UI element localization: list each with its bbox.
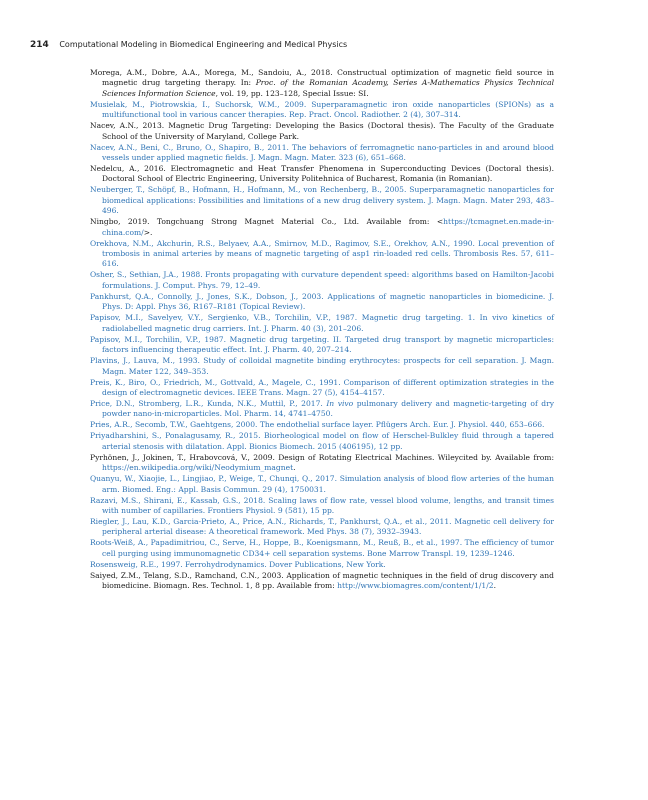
reference-entry[interactable]: [90, 185, 554, 216]
reference-link[interactable]: https://en.wikipedia.org/wiki/Neodymium_magnet: [102, 463, 294, 473]
reference-entry: [90, 121, 554, 142]
reference-text: Pyrhönen, J., Jokinen, T., Hrabovcová, V., 2009. Design of Rotating Electrical Machines. Wileycited by. Available from:: [90, 452, 554, 462]
reference-text: Preis, K., Biro, O., Friedrich, M., Gottvald, A., Magele, C., 1991. Comparison of different optimization strategies in the design of electromagnetic devices. IEEE Trans. Magn. 27 (5), 4154–4157.: [90, 377, 554, 397]
reference-entry[interactable]: [90, 239, 554, 270]
reference-text: Nedelcu, A., 2016. Electromagnetic and Heat Transfer Phenomena in Superconducting Devices (Doctoral thesis). Doctoral School of Electric Engineering, University Politehnica of Bucharest, Romania (in Romanian).: [90, 164, 554, 184]
reference-text-tail: .: [493, 581, 496, 591]
running-header: [30, 40, 620, 50]
reference-entry: [90, 217, 554, 238]
reference-text: Roots-Weiß, A., Papadimitriou, C., Serve, H., Hoppe, B., Koenigsmann, M., Reuß, B., et al., 1997. The efficiency of tumor cell purging using immunomagnetic CD34+ cell separation systems. Bone Marrow Transpl. 19, 1239–1246.: [90, 538, 554, 558]
running-title: Computational Modeling in Biomedical Engineering and Medical Physics: [59, 40, 348, 49]
reference-text: Quanyu, W., Xiaojie, L., Lingjiao, P., Weige, T., Chunqi, Q., 2017. Simulation analysis of blood flow arteries of the human arm. Biomed. Eng.: Appl. Basis Commun. 29 (4), 1750031.: [90, 474, 554, 494]
reference-text: Morega, A.M., Dobre, A.A., Morega, M., Sandoiu, A., 2018. Constructual optimization of magnetic field source in magnetic drug targeting therapy. In:: [90, 68, 554, 88]
reference-text: Razavi, M.S., Shirani, E., Kassab, G.S., 2018. Scaling laws of flow rate, vessel blood volume, lengths, and transit times with number of capillaries. Frontiers Physiol. 9 (581), 15 pp.: [90, 495, 554, 515]
reference-entry[interactable]: [90, 335, 554, 356]
reference-entry[interactable]: [90, 420, 554, 430]
reference-text: Plavins, J., Lauva, M., 1993. Study of colloidal magnetite binding erythrocytes: prospects for cell separation. J. Magn. Magn. Mater 122, 349–353.: [90, 356, 554, 376]
reference-text: Papisov, M.I., Savelyev, V.Y., Sergienko, V.B., Torchilin, V.P., 1987. Magnetic drug targeting. 1. In vivo kinetics of radiolabelled magnetic drug carriers. Int. J. Pharm. 40 (3), 201–206.: [90, 313, 554, 333]
reference-link[interactable]: https://tcmagnet.en.made-in-china.com/: [102, 217, 554, 237]
reference-text: Musielak, M., Piotrowskia, I., Suchorsk, W.M., 2009. Superparamagnetic iron oxide nanoparticles (SPIONs) as a multifunctional tool in various cancer therapies. Rep. Pract. Oncol. Radiother. 2 (4), 307–314.: [90, 99, 554, 120]
reference-list: [90, 68, 554, 592]
reference-entry[interactable]: [90, 474, 554, 495]
reference-entry[interactable]: [90, 517, 554, 538]
reference-text: Nacev, A.N., Beni, C., Bruno, O., Shapiro, B., 2011. The behaviors of ferromagnetic nano-particles in and around blood vessels under applied magnetic fields. J. Magn. Magn. Mater. 323 (6), 651–668.: [90, 142, 554, 163]
reference-entry: [90, 453, 554, 474]
reference-text-tail: >.: [143, 227, 153, 237]
reference-text: Priyadharshini, S., Ponalagusamy, R., 2015. Biorheological model on flow of Herschel-Bulkley fluid through a tapered arterial stenosis with dilatation. Appl. Bionics Biomech. 2015 (406195), 12 pp.: [90, 431, 554, 451]
reference-text: Neuberger, T., Schöpf, B., Hofmann, H., Hofmann, M., von Rechenberg, B., 2005. Superparamagnetic nanoparticles for biomedical applications: Possibilities and limitations of a new drug delivery system. J. Magn. Magn. Mater 293, 483–496.: [90, 185, 554, 216]
page-number: 214: [30, 40, 49, 50]
reference-text: Riegler, J., Lau, K.D., Garcia-Prieto, A., Price, A.N., Richards, T., Pankhurst, Q.A., et al., 2011. Magnetic cell delivery for peripheral arterial disease: A theoretical framework. Med Phys. 38 (7), 3932–3943.: [90, 516, 554, 537]
reference-entry[interactable]: [90, 143, 554, 164]
reference-entry[interactable]: [90, 560, 554, 570]
reference-entry[interactable]: [90, 270, 554, 291]
reference-entry[interactable]: [90, 356, 554, 377]
reference-entry[interactable]: [90, 292, 554, 313]
reference-entry[interactable]: [90, 431, 554, 452]
reference-entry[interactable]: [90, 100, 554, 121]
reference-text: Pankhurst, Q.A., Connolly, J., Jones, S.K., Dobson, J., 2003. Applications of magnetic nanoparticles in biomedicine. J. Phys. D: Appl. Phys 36, R167–R181 (Topical Review).: [90, 291, 554, 312]
reference-entry[interactable]: [90, 538, 554, 559]
reference-text: Osher, S., Sethian, J.A., 1988. Fronts propagating with curvature dependent speed: algorithms based on Hamilton-Jacobi formulations. J. Comput. Phys. 79, 12–49.: [90, 270, 554, 290]
reference-text: Ningbo, 2019. Tongchuang Strong Magnet Material Co., Ltd. Available from: <: [90, 217, 444, 227]
reference-entry: [90, 68, 554, 99]
reference-entry[interactable]: [90, 378, 554, 399]
reference-text: Orekhova, N.M., Akchurin, R.S., Belyaev, A.A., Smirnov, M.D., Ragimov, S.E., Orekhov, A.N., 1990. Local prevention of trombosis in animal arteries by means of magnetic targeting of asp1 rin-loaded red cells. Thrombosis Res. 57, 611–616.: [90, 238, 554, 269]
reference-entry[interactable]: [90, 399, 554, 420]
reference-entry[interactable]: [90, 313, 554, 334]
reference-text-tail: , vol. 19, pp. 123–128, Special Issue: SI.: [215, 88, 369, 98]
reference-text: Pries, A.R., Secomb, T.W., Gaehtgens, 2000. The endothelial surface layer. Pflügers Arch. Eur. J. Physiol. 440, 653–666.: [90, 420, 545, 430]
reference-text: Price, D.N., Stromberg, L.R., Kunda, N.K., Muttil, P., 2017.: [90, 398, 327, 408]
reference-text: Rosensweig, R.E., 1997. Ferrohydrodynamics. Dover Publications, New York.: [90, 559, 386, 569]
reference-text: Nacev, A.N., 2013. Magnetic Drug Targeting: Developing the Basics (Doctoral thesis). The Faculty of the Graduate School of the University of Maryland, College Park.: [90, 121, 554, 141]
reference-entry: [90, 164, 554, 185]
reference-text: Papisov, M.I., Torchilin, V.P., 1987. Magnetic drug targeting. II. Targeted drug transport by magnetic microparticles: factors influencing therapeutic effect. Int. J. Pharm. 40, 207–214.: [90, 334, 554, 355]
reference-entry: [90, 571, 554, 592]
reference-text-tail: .: [293, 463, 296, 473]
reference-italic-text: In vivo: [326, 398, 354, 408]
reference-link[interactable]: http://www.biomagres.com/content/1/1/2: [337, 581, 494, 591]
reference-text-tail: pulmonary delivery and magnetic-targeting of dry powder nano-in-microparticles. Mol. Pharm. 14, 4741–4750.: [102, 398, 554, 419]
reference-italic-text: Proc. of the Romanian Academy, Series A-Mathematics Physics Technical Sciences Information Science: [102, 78, 554, 98]
reference-entry[interactable]: [90, 496, 554, 517]
reference-text: Saiyed, Z.M., Telang, S.D., Ramchand, C.N., 2003. Application of magnetic techniques in the field of drug discovery and biomedicine. Biomagn. Res. Technol. 1, 8 pp. Available from:: [90, 570, 554, 591]
